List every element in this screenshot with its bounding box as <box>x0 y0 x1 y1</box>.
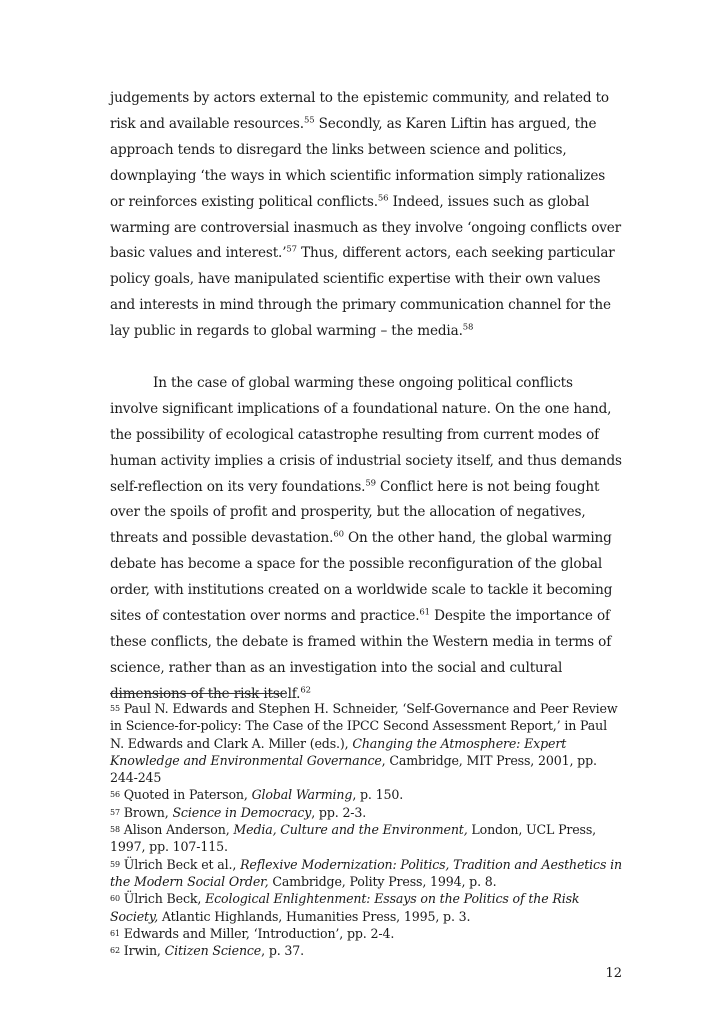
footnote-text: Atlantic Highlands, Humanities Press, 1995, p. 3. <box>158 908 471 924</box>
p2-text-3: On the other hand, the global warming debate has become a space for the possible reconfiguration of the global order, with institutions created on a worldwide scale to tackle it becoming sites of contestation over norms and practice. <box>110 530 613 625</box>
footnote-number: 56 <box>110 790 120 800</box>
p1-text-1: judgements by actors external to the epistemic community, and related to risk and available resources. <box>110 90 609 132</box>
paragraph-1 <box>110 86 622 345</box>
footnote-ref-61: 61 <box>419 607 430 618</box>
footnote-61 <box>110 925 622 942</box>
footnote-56 <box>110 786 622 803</box>
footnote-ref-58: 58 <box>462 322 474 333</box>
footnote-58 <box>110 821 622 856</box>
footnote-text: Irwin, <box>119 943 165 959</box>
p2-text-1: In the case of global warming these ongoing political conflicts involve significant implications of a foundational nature. On the one hand, the possibility of ecological catastrophe resulting from current modes of human activity implies a crisis of industrial society itself, and thus demands self-reflection on its very foundations. <box>110 374 622 495</box>
p1-text-2: Secondly, as Karen Liftin has argued, the approach tends to disregard the links between science and politics, downplaying ‘the ways in which scientific information simply rationalizes or reinforces existing political conflicts. <box>110 115 606 210</box>
footnote-57 <box>110 804 622 821</box>
footnote-text: , p. 150. <box>352 787 404 803</box>
footnote-ref-59: 59 <box>365 478 376 489</box>
footnote-number: 59 <box>110 859 120 869</box>
footnote-title: Science in Democracy <box>172 804 312 820</box>
p1-text-4: Thus, different actors, each seeking particular policy goals, have manipulated scientific expertise with their own values and interests in mind through the primary communication channel for the lay public in regards to global warming – the media. <box>110 245 615 340</box>
footnote-title: Changing the Atmosphere: Expert Knowledge and Environmental Governance <box>110 735 567 768</box>
footnote-ref-62: 62 <box>300 685 311 696</box>
p2-text-2: Conflict here is not being fought over the spoils of profit and prosperity, but the allocation of negatives, threats and possible devastation. <box>110 478 600 547</box>
footnote-60 <box>110 890 622 925</box>
footnote-text: , pp. 2-3. <box>311 804 367 820</box>
body-text <box>110 86 622 708</box>
footnote-text: Paul N. Edwards and Stephen H. Schneider, ‘Self-Governance and Peer Review in Science-for-policy: The Case of the IPCC Second Assessment Report,’ in Paul N. Edwards and Clark A. Miller (eds.), <box>110 701 618 751</box>
p2-text-4: Despite the importance of these conflicts, the debate is framed within the Western media in terms of science, rather than as an investigation into the social and cultural dimensions of the risk itself. <box>110 608 612 702</box>
footnote-title: Citizen Science <box>164 943 262 959</box>
footnote-59 <box>110 856 622 891</box>
footnote-text: Edwards and Miller, ‘Introduction’, pp. 2-4. <box>119 925 395 941</box>
footnote-text: Brown, <box>119 804 173 820</box>
footnote-number: 58 <box>110 825 120 835</box>
footnote-number: 60 <box>110 894 120 904</box>
page-number: 12 <box>605 966 622 981</box>
footnote-62 <box>110 942 622 959</box>
footnote-title: Media, Culture and the Environment, <box>233 822 468 838</box>
footnote-text: Ülrich Beck et al., <box>119 856 241 872</box>
footnote-ref-55: 55 <box>303 115 315 126</box>
footnote-text: , Cambridge, MIT Press, 2001, pp. 244-245 <box>110 752 597 786</box>
footnote-ref-57: 57 <box>286 244 297 255</box>
paragraph-2 <box>110 371 622 708</box>
footnote-number: 57 <box>110 807 120 817</box>
footnotes <box>110 700 622 959</box>
p1-text-3: Indeed, issues such as global warming are controversial inasmuch as they involve ‘ongoing conflicts over basic values and interest.’ <box>110 193 622 262</box>
footnote-text: Cambridge, Polity Press, 1994, p. 8. <box>268 873 497 889</box>
footnote-text: Alison Anderson, <box>119 822 234 838</box>
footnote-ref-56: 56 <box>377 193 389 204</box>
footnote-ref-60: 60 <box>333 529 344 540</box>
footnote-55 <box>110 700 622 786</box>
footnote-separator <box>110 693 285 694</box>
footnote-title: Ecological Enlightenment: Essays on the Politics of the Risk Society, <box>110 891 580 924</box>
footnote-number: 55 <box>110 704 120 713</box>
footnote-title: Reflexive Modernization: Politics, Tradition and Aesthetics in the Modern Social Order, <box>110 856 622 889</box>
footnote-text: , p. 37. <box>261 943 305 959</box>
footnote-title: Global Warming <box>251 787 353 803</box>
footnote-text: Quoted in Paterson, <box>119 787 252 803</box>
footnote-number: 62 <box>110 946 120 956</box>
footnote-number: 61 <box>110 928 120 938</box>
footnote-text: Ülrich Beck, <box>119 891 206 907</box>
footnote-text: London, UCL Press, 1997, pp. 107-115. <box>110 822 597 855</box>
